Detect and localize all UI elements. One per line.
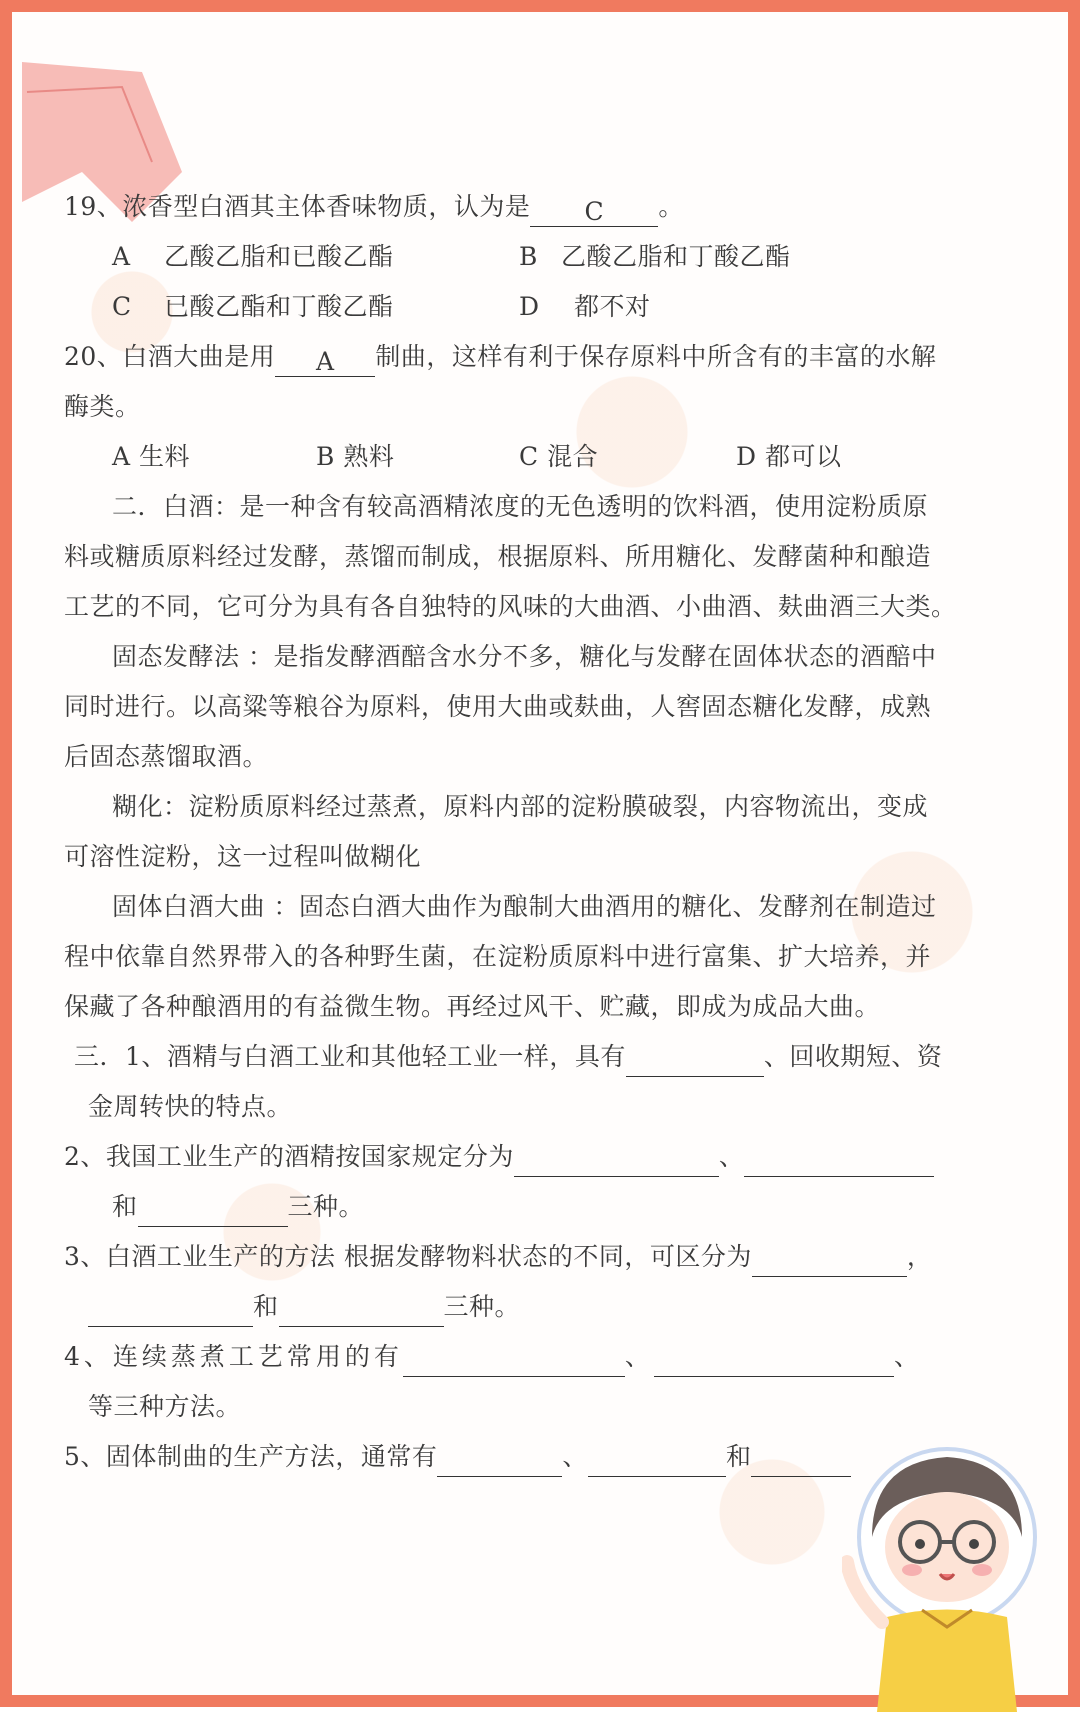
s3-q1-line1 [74, 1037, 942, 1077]
solid-ferment-line3: 后固态蒸馏取酒。 [64, 742, 269, 771]
q20-line [64, 337, 936, 377]
s3-q5-blank3[interactable] [751, 1448, 851, 1477]
baijiu-def-line2: 料或糖质原料经过发酵，蒸馏而制成，根据原料、所用糖化、发酵菌种和酿造 [64, 542, 932, 571]
daqu-line1: 固体白酒大曲 ：固态白酒大曲作为酿制大曲酒用的糖化、发酵剂在制造过 [112, 892, 937, 921]
q20-options [64, 437, 1014, 477]
s3-q2-blank2[interactable] [744, 1148, 934, 1177]
q20-answer-blank[interactable]: A [275, 348, 375, 377]
s3-q5-blank2[interactable] [588, 1448, 726, 1477]
q20-opt-b: B 熟料 [316, 442, 395, 471]
s3-q1-line2: 金周转快的特点。 [88, 1092, 293, 1121]
s3-q5-line1 [64, 1437, 851, 1477]
q19-end: 。 [658, 192, 684, 221]
s3-q4-comma: 、 [893, 1342, 923, 1371]
s3-q4-blank2[interactable] [654, 1348, 894, 1377]
s3-q3-he: 和 [253, 1292, 279, 1321]
s3-q4-sep: 、 [624, 1342, 654, 1371]
daqu-line2: 程中依靠自然界带入的各种野生菌，在淀粉质原料中进行富集、扩大培养，并 [64, 942, 932, 971]
cartoon-girl-sticker [842, 1442, 1052, 1712]
q19-opt-d: 都不对 [574, 292, 651, 321]
q20-line2: 酶类。 [64, 392, 141, 421]
s3-q4-text: 4、连续蒸煮工艺常用的有 [64, 1342, 403, 1371]
s3-q5-text: 5、固体制曲的生产方法，通常有 [64, 1442, 438, 1471]
q19-opt-a-letter: A [112, 242, 131, 271]
s3-q5-blank1[interactable] [437, 1448, 562, 1477]
s3-q3-comma: ， [906, 1242, 933, 1271]
s3-q3-text: 3、白酒工业生产的方法 根据发酵物料状态的不同，可区分为 [64, 1242, 752, 1271]
q20-opt-a: A 生料 [112, 442, 191, 471]
s3-q3-blank3[interactable] [279, 1298, 444, 1327]
q19-opt-c: 已酸乙酯和丁酸乙酯 [164, 292, 394, 321]
q20-opt-c: C 混合 [519, 442, 599, 471]
daqu-line3: 保藏了各种酿酒用的有益微生物。再经过风干、贮藏，即成为成品大曲。 [64, 992, 881, 1021]
s3-q4-line1 [64, 1337, 923, 1377]
q20-opt-d: D 都可以 [736, 442, 842, 471]
s3-q5-he: 和 [725, 1442, 752, 1471]
s3-q1-rest: 、回收期短、资 [763, 1042, 943, 1071]
q20-text: 20、白酒大曲是用 [64, 342, 276, 371]
q19-text: 19、浓香型白酒其主体香味物质，认为是 [64, 192, 531, 221]
q20-rest: 制曲，这样有利于保存原料中所含有的丰富的水解 [375, 342, 937, 371]
solid-ferment-line1: 固态发酵法 ：是指发酵酒醅含水分不多，糖化与发酵在固体状态的酒醅中 [112, 642, 937, 671]
q19-opt-a: 乙酸乙脂和已酸乙酯 [164, 242, 394, 271]
q19-opt-b: 乙酸乙脂和丁酸乙酯 [561, 242, 791, 271]
s3-q4-blank1[interactable] [403, 1348, 625, 1377]
s3-q3-blank1[interactable] [752, 1248, 907, 1277]
s3-q3-line2 [88, 1287, 520, 1327]
solid-ferment-line2: 同时进行。以高粱等粮谷为原料，使用大曲或麸曲，人窖固态糖化发酵，成熟 [64, 692, 932, 721]
q19-options-row2 [64, 287, 1014, 327]
q19-options-row1 [64, 237, 1014, 277]
s3-q4-line2: 等三种方法。 [88, 1392, 242, 1421]
s3-q2-sep: 、 [718, 1142, 745, 1171]
s3-q5-sep: 、 [562, 1442, 588, 1471]
baijiu-def-line1: 二．白酒：是一种含有较高酒精浓度的无色透明的饮料酒，使用淀粉质原 [112, 492, 929, 521]
s3-q2-blank1[interactable] [514, 1148, 719, 1177]
s3-q1-text: 三．1、酒精与白酒工业和其他轻工业一样，具有 [74, 1042, 626, 1071]
baijiu-def-line3: 工艺的不同，它可分为具有各自独特的风味的大曲酒、小曲酒、麸曲酒三大类。 [64, 592, 957, 621]
q19-opt-c-letter: C [112, 292, 132, 321]
gelatinize-line1: 糊化：淀粉质原料经过蒸煮，原料内部的淀粉膜破裂，内容物流出，变成 [112, 792, 929, 821]
s3-q2-blank3[interactable] [138, 1198, 288, 1227]
q19-opt-b-letter: B [519, 242, 538, 271]
s3-q3-end: 三种。 [443, 1292, 521, 1321]
s3-q2-end: 三种。 [287, 1192, 365, 1221]
s3-q2-he: 和 [112, 1192, 138, 1221]
s3-q2-text: 2、我国工业生产的酒精按国家规定分为 [64, 1142, 514, 1171]
s3-q1-blank[interactable] [626, 1048, 764, 1077]
q19-answer-blank[interactable]: C [530, 198, 658, 227]
q19-opt-d-letter: D [519, 292, 540, 321]
s3-q3-line1 [64, 1237, 932, 1277]
s3-q2-line1 [64, 1137, 934, 1177]
s3-q3-blank2[interactable] [88, 1298, 253, 1327]
s3-q2-line2 [112, 1187, 364, 1227]
q19-line [64, 187, 684, 227]
gelatinize-line2: 可溶性淀粉，这一过程叫做糊化 [64, 842, 422, 871]
